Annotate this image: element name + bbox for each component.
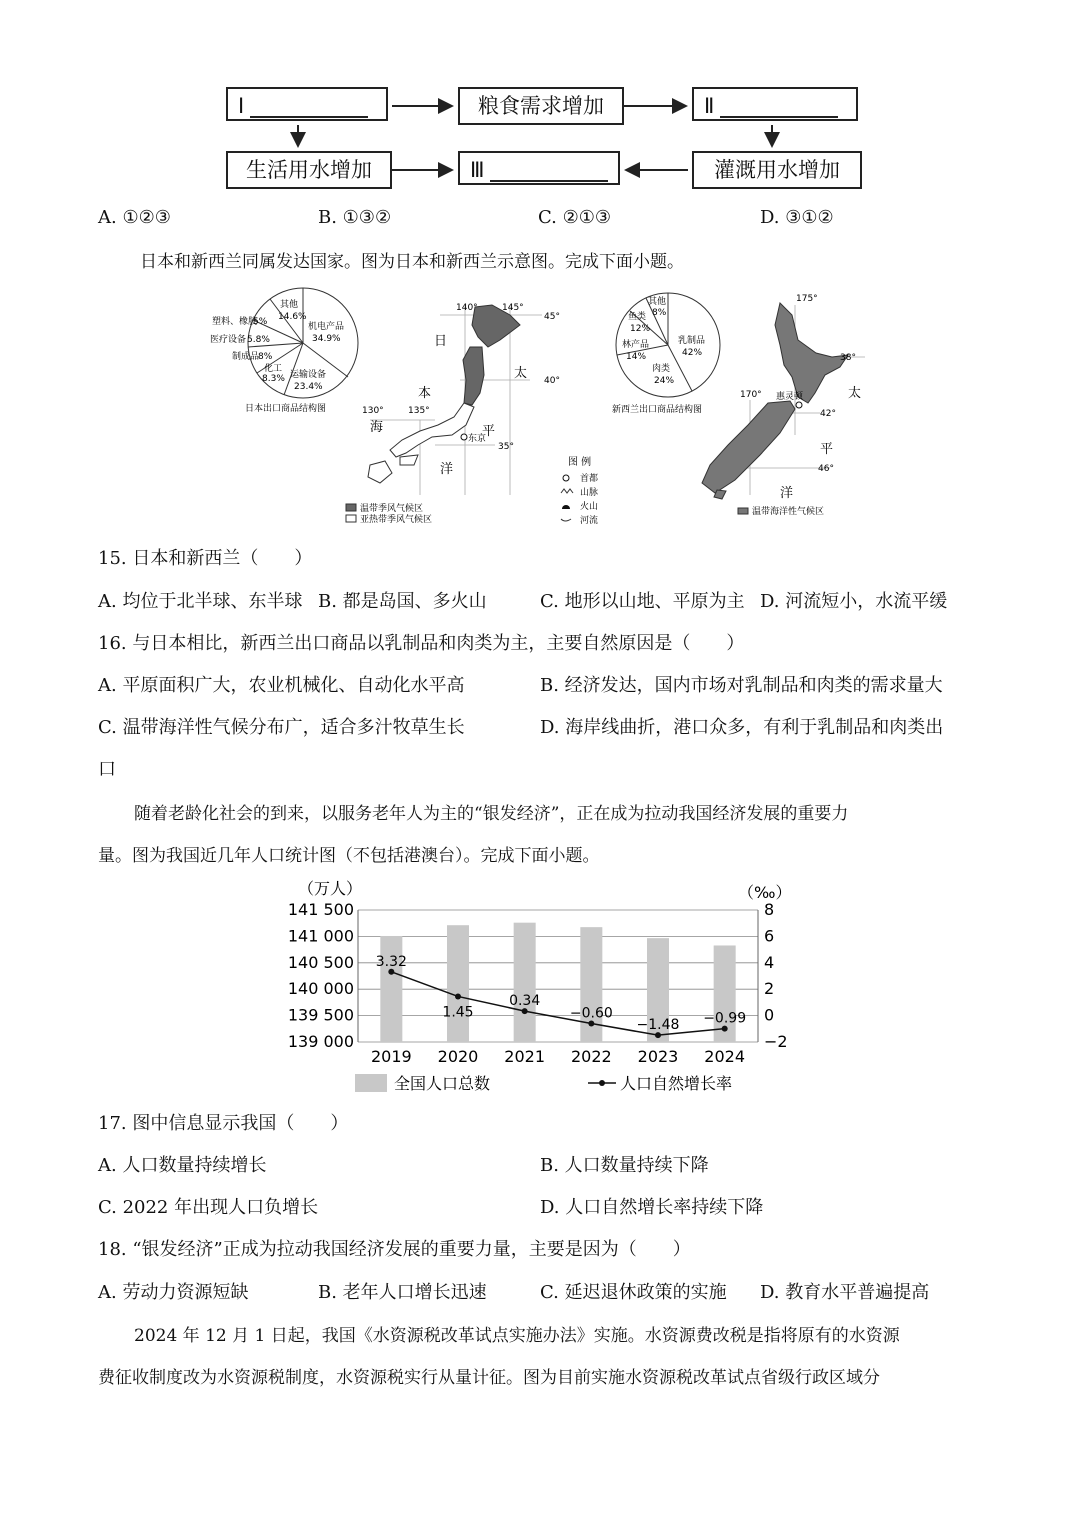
nz-slice-label: 鱼类 <box>628 312 647 322</box>
legend-bar-label: 全国人口总数 <box>394 1074 491 1093</box>
x-tick-label: 2019 <box>370 1047 412 1066</box>
right-tick-label: 8 <box>764 900 775 919</box>
left-tick-label: 139 500 <box>287 1005 354 1025</box>
growth-rate-point <box>455 993 461 999</box>
x-tick-label: 2023 <box>637 1047 679 1066</box>
q18-option-a: A. 劳动力资源短缺 <box>98 1282 249 1303</box>
growth-rate-label: −0.99 <box>703 1010 747 1027</box>
flow-box-6-label: 灌溉用水增加 <box>714 158 840 182</box>
q15-option-a: A. 均位于北半球、东半球 <box>98 591 303 612</box>
right-axis-unit: （‰） <box>738 883 792 902</box>
nz-slice-label: 肉类 <box>652 364 671 374</box>
jp-lon: 130° <box>362 406 384 416</box>
nz-slice-value: 42% <box>682 348 703 358</box>
nz-map <box>702 294 865 517</box>
jp-legend: 温带季风气候区 <box>360 504 424 514</box>
intro-silver-1: 随着老龄化社会的到来，以服务老年人为主的“银发经济”，正在成为拉动我国经济发展的重要力 <box>134 804 849 824</box>
jp-slice-value: 8% <box>258 352 273 362</box>
q15-stem: 15. 日本和新西兰（ ） <box>98 548 313 569</box>
q16-option-d: D. 海岸线曲折，港口众多，有利于乳制品和肉类出 <box>540 717 944 738</box>
flow-box-2-label: 粮食需求增加 <box>478 94 604 118</box>
wellington-capital-icon <box>796 402 802 408</box>
q15-option-c: C. 地形以山地、平原为主 <box>540 591 745 612</box>
nz-place: 太 <box>848 386 862 401</box>
legend-line-label: 人口自然增长率 <box>620 1074 733 1093</box>
legend-title: 图 例 <box>568 457 592 468</box>
jp-lat: 45° <box>544 312 560 322</box>
q18-option-c: C. 延迟退休政策的实施 <box>540 1282 727 1303</box>
nz-slice-value: 8% <box>652 308 667 318</box>
intro-water-2: 费征收制度改为水资源税制度，水资源税实行从量计征。图为目前实施水资源税改革试点省级行政区域分 <box>98 1368 880 1388</box>
x-tick-label: 2021 <box>504 1047 546 1066</box>
growth-rate-label: −1.48 <box>636 1017 680 1034</box>
x-tick-label: 2020 <box>437 1047 479 1066</box>
q17-stem: 17. 图中信息显示我国（ ） <box>98 1113 349 1134</box>
jp-slice-label: 制成品 <box>232 352 260 362</box>
jp-place: 日 <box>434 334 448 349</box>
q14-option-c: C. ②①③ <box>538 207 611 228</box>
q17-option-c: C. 2022 年出现人口负增长 <box>98 1197 319 1218</box>
nz-lat: 42° <box>820 409 836 419</box>
growth-rate-label: 0.34 <box>509 993 541 1010</box>
left-axis-unit: （万人） <box>298 879 363 898</box>
jp-lon: 140° <box>456 303 478 313</box>
honshu-south <box>390 403 474 457</box>
intro-water-1: 2024 年 12 月 1 日起，我国《水资源税改革试点实施办法》实施。水资源费改税是指将原有的水资源 <box>134 1326 900 1346</box>
japan-map <box>346 303 560 525</box>
growth-rate-label: −0.60 <box>569 1005 613 1022</box>
jp-lat: 40° <box>544 376 560 386</box>
jp-place: 洋 <box>440 462 454 477</box>
map-legend <box>561 455 598 526</box>
jp-slice-value: 23.4% <box>294 382 323 392</box>
nz-legend: 温带海洋性气候区 <box>752 507 825 517</box>
q17-option-a: A. 人口数量持续增长 <box>98 1155 267 1176</box>
legend-bar-swatch <box>355 1074 387 1092</box>
jp-place: 平 <box>482 424 496 439</box>
nz-place: 平 <box>820 442 834 457</box>
flow-box-5-label: Ⅲ <box>470 158 485 182</box>
jp-slice-value: 34.9% <box>312 334 341 344</box>
south-island <box>702 401 795 493</box>
jp-place: 东京 <box>468 434 487 444</box>
capital-icon <box>563 475 569 481</box>
jp-lon: 135° <box>408 406 430 416</box>
legend-item: 火山 <box>580 502 599 512</box>
growth-rate-label: 1.45 <box>442 1004 474 1021</box>
population-bar <box>514 923 536 1042</box>
q14-option-b: B. ①③② <box>318 207 392 228</box>
tohoku <box>463 347 484 405</box>
jp-slice-value: 14.6% <box>278 312 307 322</box>
nz-slice-value: 12% <box>630 324 651 334</box>
intro-japan-nz: 日本和新西兰同属发达国家。图为日本和新西兰示意图。完成下面小题。 <box>140 252 684 272</box>
right-tick-label: 4 <box>764 952 775 972</box>
left-tick-label: 141 000 <box>287 926 354 946</box>
jp-legend: 亚热带季风气候区 <box>360 515 433 525</box>
nz-place: 洋 <box>780 486 794 501</box>
nz-pie-caption: 新西兰出口商品结构图 <box>612 405 703 415</box>
right-tick-label: −2 <box>764 1032 788 1051</box>
jp-slice-label: 其他 <box>280 300 299 310</box>
q14-option-a: A. ①②③ <box>98 207 171 228</box>
japan-pie-caption: 日本出口商品结构图 <box>245 404 327 414</box>
q15-option-b: B. 都是岛国、多火山 <box>318 591 487 612</box>
flow-box-3-label: Ⅱ <box>704 94 715 118</box>
japan-pie <box>210 288 358 414</box>
nz-slice-value: 14% <box>626 352 647 362</box>
q16-stem: 16. 与日本相比，新西兰出口商品以乳制品和肉类为主，主要自然原因是（ ） <box>98 633 745 654</box>
nz-lon: 170° <box>740 390 762 400</box>
q16-option-b: B. 经济发达，国内市场对乳制品和肉类的需求量大 <box>540 675 943 696</box>
right-tick-label: 2 <box>764 979 775 999</box>
nz-place: 惠灵顿 <box>776 392 804 402</box>
jp-slice-value: 8.3% <box>262 374 285 384</box>
population-bar <box>447 925 469 1042</box>
left-tick-label: 140 000 <box>287 979 354 999</box>
right-tick-label: 6 <box>764 926 775 946</box>
q17-option-b: B. 人口数量持续下降 <box>540 1155 709 1176</box>
population-bar <box>380 936 402 1042</box>
jp-slice-label: 塑料、橡胶 <box>212 317 258 327</box>
q17-option-d: D. 人口自然增长率持续下降 <box>540 1197 764 1218</box>
q16-option-d-wrap: 口 <box>98 759 116 780</box>
q18-stem: 18. “银发经济”正成为拉动我国经济发展的重要力量，主要是因为（ ） <box>98 1239 691 1260</box>
jp-place: 本 <box>418 386 432 401</box>
nz-slice-label: 其他 <box>648 297 667 307</box>
nz-lat: 46° <box>818 464 834 474</box>
left-tick-label: 140 500 <box>287 952 354 972</box>
flow-box-1-label: Ⅰ <box>238 94 245 118</box>
nz-pie <box>612 293 720 415</box>
q16-option-a: A. 平原面积广大，农业机械化、自动化水平高 <box>98 675 465 696</box>
flow-arrows <box>0 0 1080 200</box>
jp-slice-value: 5.8% <box>247 335 270 345</box>
nz-lon: 175° <box>796 294 818 304</box>
q18-option-b: B. 老年人口增长迅速 <box>318 1282 487 1303</box>
growth-rate-label: 3.32 <box>375 953 407 970</box>
japan-nz-figure <box>210 285 880 530</box>
north-island <box>775 303 848 403</box>
nz-slice-label: 乳制品 <box>678 336 706 346</box>
intro-silver-2: 量。图为我国近几年人口统计图（不包括港澳台）。完成下面小题。 <box>98 846 600 866</box>
left-tick-label: 139 000 <box>287 1032 354 1051</box>
river-icon <box>561 519 571 521</box>
kyushu <box>368 461 392 483</box>
nz-lat: 38° <box>840 353 856 363</box>
legend-item: 山脉 <box>580 488 599 498</box>
q15-option-d: D. 河流短小，水流平缓 <box>760 591 948 612</box>
jp-place: 太 <box>514 366 528 381</box>
nz-slice-label: 林产品 <box>622 340 650 350</box>
volcano-icon <box>562 505 570 509</box>
x-tick-label: 2024 <box>704 1047 746 1066</box>
q14-option-d: D. ③①② <box>760 207 834 228</box>
jp-slice-label: 机电产品 <box>308 322 345 332</box>
jp-slice-value: 5% <box>253 317 268 327</box>
mountain-icon <box>561 489 573 493</box>
q18-option-d: D. 教育水平普遍提高 <box>760 1282 930 1303</box>
right-tick-label: 0 <box>764 1005 775 1025</box>
q16-option-c: C. 温带海洋性气候分布广，适合多汁牧草生长 <box>98 717 465 738</box>
x-tick-label: 2022 <box>570 1047 612 1066</box>
legend-item: 河流 <box>580 516 599 526</box>
jp-lat: 35° <box>498 442 514 452</box>
tokyo-capital-icon <box>461 434 467 440</box>
legend-item: 首都 <box>580 474 599 484</box>
left-tick-label: 141 500 <box>287 900 354 919</box>
jp-lon: 145° <box>502 303 524 313</box>
shikoku <box>400 455 418 465</box>
jp-slice-label: 医疗设备 <box>210 335 247 345</box>
population-chart <box>280 872 800 1102</box>
jp-slice-label: 运输设备 <box>290 370 327 380</box>
jp-slice-label: 化工 <box>264 364 283 374</box>
jp-place: 海 <box>370 420 384 435</box>
nz-slice-value: 24% <box>654 376 675 386</box>
flow-box-4-label: 生活用水增加 <box>246 158 372 182</box>
